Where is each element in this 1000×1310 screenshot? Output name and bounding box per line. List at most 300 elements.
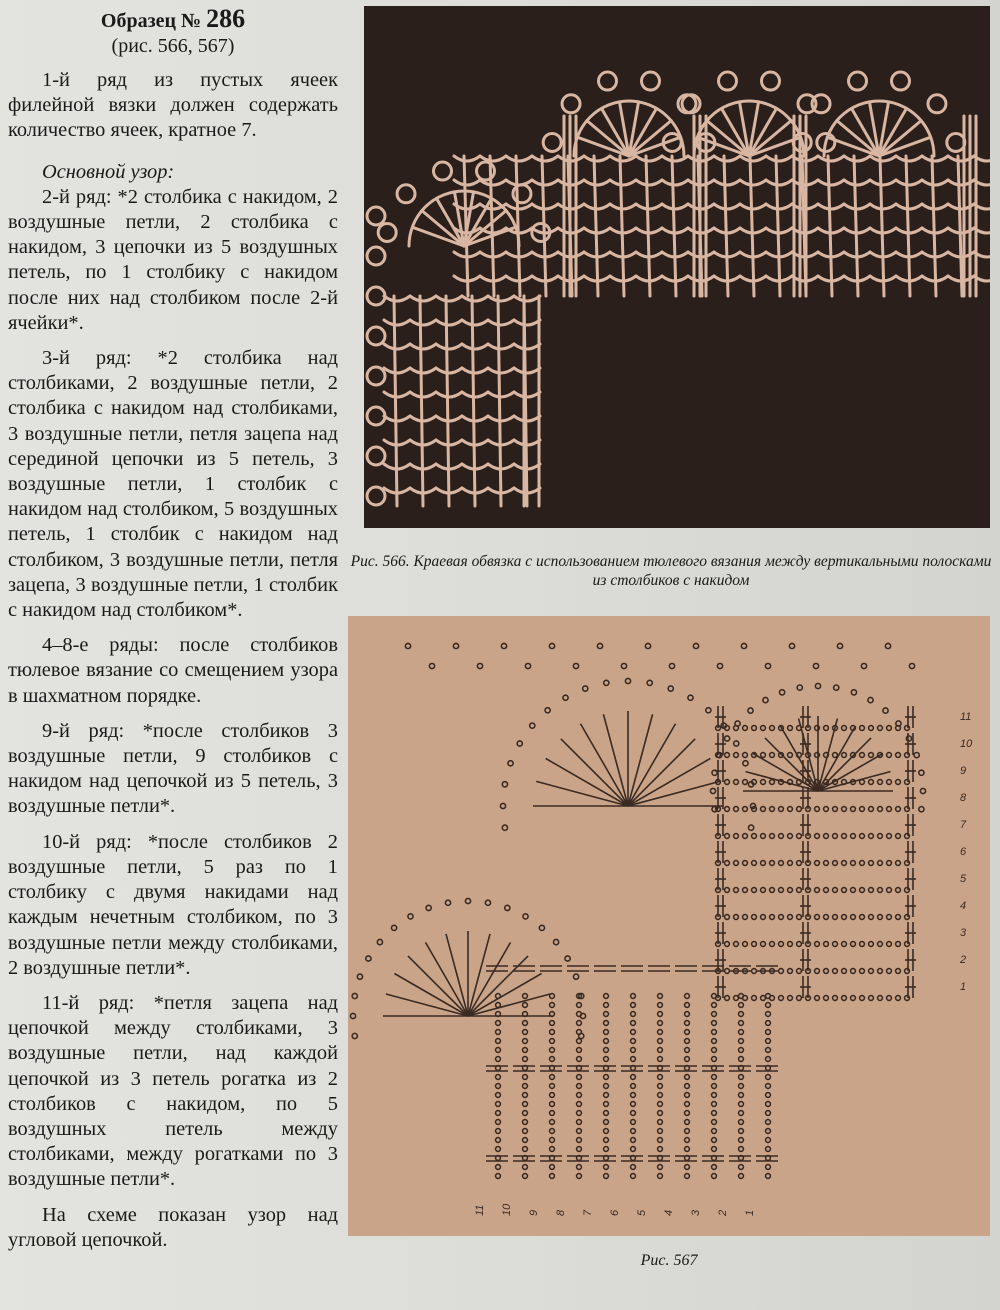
chain-dot: [815, 807, 820, 812]
lace-mesh-row: [384, 320, 540, 325]
chain-dot: [869, 942, 874, 947]
chain-dot: [887, 888, 892, 893]
picot-dot: [477, 663, 482, 668]
chain-dot: [496, 1030, 501, 1035]
lace-mesh-bar: [420, 296, 423, 506]
chain-dot: [815, 969, 820, 974]
chain-dot: [631, 1111, 636, 1116]
picot-dot: [868, 697, 873, 702]
chain-dot: [631, 1057, 636, 1062]
chain-dot: [685, 1021, 690, 1026]
lace-picot: [397, 185, 415, 203]
picot-dot: [706, 708, 711, 713]
picot-dot: [748, 708, 753, 713]
chain-dot: [577, 1120, 582, 1125]
lace-mesh-row: [384, 416, 540, 421]
picot-dot: [735, 721, 740, 726]
chain-dot: [550, 1165, 555, 1170]
chain-dot: [869, 834, 874, 839]
chain-dot: [550, 994, 555, 999]
chain-dot: [842, 753, 847, 758]
picot-dot: [797, 685, 802, 690]
chain-dot: [523, 1048, 528, 1053]
lace-mesh-bar: [446, 296, 449, 506]
chain-dot: [860, 996, 865, 1001]
lace-picot: [891, 72, 909, 90]
lace-mesh-bar: [906, 156, 910, 296]
chain-dot: [824, 834, 829, 839]
chain-dot: [496, 1084, 501, 1089]
chain-dot: [770, 915, 775, 920]
chain-dot: [631, 1030, 636, 1035]
chain-dot: [766, 1174, 771, 1179]
chain-dot: [712, 1075, 717, 1080]
picot-dot: [465, 898, 470, 903]
chain-dot: [712, 1147, 717, 1152]
chain-dot: [797, 942, 802, 947]
row-label: 7: [582, 1209, 594, 1216]
chain-dot: [523, 1039, 528, 1044]
lace-picot: [378, 223, 396, 241]
chain-dot: [770, 834, 775, 839]
row-label: 10: [501, 1203, 513, 1216]
chain-dot: [604, 1129, 609, 1134]
crochet-chart-image: [348, 616, 990, 1236]
chain-dot: [725, 888, 730, 893]
chain-dot: [824, 942, 829, 947]
chain-dot: [496, 1147, 501, 1152]
chain-dot: [761, 915, 766, 920]
chain-dot: [752, 915, 757, 920]
lace-mesh-row: [384, 368, 540, 373]
chain-dot: [743, 888, 748, 893]
chain-dot: [496, 1093, 501, 1098]
picot-dot: [712, 807, 717, 812]
chain-dot: [550, 1039, 555, 1044]
chain-dot: [496, 1165, 501, 1170]
chain-dot: [797, 861, 802, 866]
picot-dot: [693, 643, 698, 648]
chain-dot: [869, 726, 874, 731]
chain-dot: [712, 1093, 717, 1098]
chain-dot: [577, 1102, 582, 1107]
chain-dot: [779, 996, 784, 1001]
outro-paragraph: На схеме показан узор над угловой цепочкой.: [8, 1203, 338, 1251]
chain-dot: [734, 753, 739, 758]
chain-dot: [631, 1084, 636, 1089]
chain-dot: [766, 1075, 771, 1080]
chain-dot: [604, 1111, 609, 1116]
chain-dot: [896, 942, 901, 947]
lace-mesh-bar: [394, 296, 397, 506]
chain-dot: [788, 807, 793, 812]
picot-dot: [896, 721, 901, 726]
chain-dot: [734, 915, 739, 920]
chain-dot: [496, 1102, 501, 1107]
chain-dot: [739, 1075, 744, 1080]
picot-dot: [710, 788, 715, 793]
picot-dot: [505, 905, 510, 910]
chain-dot: [658, 1174, 663, 1179]
row-label: 5: [636, 1209, 648, 1216]
chain-dot: [577, 1174, 582, 1179]
chain-dot: [685, 1102, 690, 1107]
chain-dot: [887, 915, 892, 920]
fan-stitch: [603, 714, 628, 806]
lace-picot: [761, 72, 779, 90]
chain-dot: [770, 861, 775, 866]
row-label: 1: [960, 981, 967, 993]
chain-dot: [851, 969, 856, 974]
crochet-chart: [348, 616, 990, 1236]
chain-dot: [833, 969, 838, 974]
chain-dot: [752, 888, 757, 893]
chain-dot: [860, 726, 865, 731]
chain-dot: [815, 915, 820, 920]
chain-dot: [550, 1084, 555, 1089]
picot-dot: [565, 956, 570, 961]
fan-stitch: [628, 714, 653, 806]
picot-dot: [914, 752, 919, 757]
figure-reference: (рис. 566, 567): [111, 35, 235, 57]
picot-dot: [377, 939, 382, 944]
chain-dot: [779, 861, 784, 866]
lace-picot: [367, 327, 385, 345]
chain-dot: [658, 1120, 663, 1125]
chain-dot: [604, 1165, 609, 1170]
pattern-heading: Основной узор:: [42, 160, 175, 183]
chain-dot: [752, 861, 757, 866]
chain-dot: [860, 888, 865, 893]
row-label: 8: [960, 792, 967, 804]
chain-dot: [766, 1084, 771, 1089]
row-label: 2: [960, 954, 967, 966]
picot-dot: [502, 782, 507, 787]
chain-dot: [725, 780, 730, 785]
chain-dot: [604, 1102, 609, 1107]
chain-dot: [685, 1165, 690, 1170]
chain-dot: [631, 1174, 636, 1179]
chain-dot: [523, 1138, 528, 1143]
lace-mesh-bar: [594, 156, 598, 296]
chain-dot: [496, 1039, 501, 1044]
lace-mesh-bar: [724, 156, 728, 296]
chain-dot: [878, 969, 883, 974]
picot-dot: [580, 1013, 585, 1018]
chain-dot: [496, 1048, 501, 1053]
picot-dot: [573, 974, 578, 979]
chain-dot: [878, 888, 883, 893]
chain-dot: [685, 1138, 690, 1143]
text-column: [8, 6, 338, 1253]
chain-dot: [496, 1111, 501, 1116]
chain-dot: [761, 780, 766, 785]
picot-dot: [500, 803, 505, 808]
chain-dot: [496, 1075, 501, 1080]
chain-dot: [685, 1030, 690, 1035]
chain-dot: [739, 1174, 744, 1179]
picot-dot: [743, 761, 748, 766]
chain-dot: [743, 861, 748, 866]
chain-dot: [766, 1102, 771, 1107]
chain-dot: [734, 807, 739, 812]
chain-dot: [851, 807, 856, 812]
chain-dot: [878, 834, 883, 839]
picot-dot: [453, 643, 458, 648]
chain-dot: [761, 942, 766, 947]
chain-dot: [743, 780, 748, 785]
chain-dot: [842, 807, 847, 812]
lace-picot: [641, 72, 659, 90]
chain-dot: [712, 1165, 717, 1170]
chain-dot: [878, 726, 883, 731]
chain-dot: [725, 996, 730, 1001]
chain-dot: [523, 1003, 528, 1008]
picot-dot: [909, 663, 914, 668]
chain-dot: [896, 915, 901, 920]
chain-dot: [550, 1138, 555, 1143]
chain-dot: [550, 1021, 555, 1026]
chain-dot: [658, 1084, 663, 1089]
figure-567-caption: Рис. 567: [640, 1252, 698, 1269]
chain-dot: [685, 1093, 690, 1098]
chain-dot: [577, 1057, 582, 1062]
picot-dot: [539, 925, 544, 930]
chain-dot: [658, 1111, 663, 1116]
chain-dot: [658, 1039, 663, 1044]
chain-dot: [739, 1165, 744, 1170]
chain-dot: [658, 1012, 663, 1017]
chain-dot: [685, 1129, 690, 1134]
chain-dot: [604, 1030, 609, 1035]
chain-dot: [658, 994, 663, 999]
chain-dot: [752, 726, 757, 731]
row-label: 6: [609, 1209, 621, 1216]
chain-dot: [761, 996, 766, 1001]
chain-dot: [896, 753, 901, 758]
chain-dot: [734, 996, 739, 1001]
picot-dot: [621, 663, 626, 668]
lace-picot: [367, 247, 385, 265]
chain-dot: [896, 834, 901, 839]
chain-dot: [631, 1048, 636, 1053]
chain-dot: [788, 888, 793, 893]
chain-dot: [712, 1003, 717, 1008]
chain-dot: [887, 807, 892, 812]
picot-dot: [625, 678, 630, 683]
chain-dot: [739, 1129, 744, 1134]
chain-dot: [743, 807, 748, 812]
chain-dot: [761, 834, 766, 839]
row-label: 2: [717, 1209, 729, 1216]
chain-dot: [739, 1111, 744, 1116]
chain-dot: [824, 996, 829, 1001]
picot-dot: [405, 643, 410, 648]
chain-dot: [860, 969, 865, 974]
chain-dot: [766, 1165, 771, 1170]
row-instruction: 10-й ряд: *после столбиков 2 воздушные петли, 5 раз по 1 столбику с двумя накидами над каждым нечетным столбиком, по 3 воздушные петли между столбиками, 2 воздушные петли*.: [8, 830, 338, 979]
picot-dot: [517, 741, 522, 746]
picot-dot: [357, 974, 362, 979]
picot-dot: [350, 1013, 355, 1018]
chain-dot: [797, 888, 802, 893]
chain-dot: [604, 1003, 609, 1008]
row-label: 7: [960, 819, 967, 831]
title-number: 286: [206, 4, 246, 33]
chain-dot: [739, 1093, 744, 1098]
chain-dot: [766, 1111, 771, 1116]
chain-dot: [779, 969, 784, 974]
chain-dot: [878, 942, 883, 947]
chain-dot: [577, 1138, 582, 1143]
lace-picot: [367, 487, 385, 505]
row-label: 10: [960, 738, 973, 750]
lace-mesh-row: [454, 180, 990, 185]
chain-dot: [685, 1039, 690, 1044]
chain-dot: [550, 1075, 555, 1080]
lace-mesh-bar: [828, 156, 832, 296]
chain-dot: [725, 834, 730, 839]
lace-picot: [434, 162, 452, 180]
picot-dot: [712, 770, 717, 775]
chain-dot: [604, 1147, 609, 1152]
lace-photo-image: [364, 6, 990, 528]
chain-dot: [685, 994, 690, 999]
chain-dot: [523, 1102, 528, 1107]
chain-dot: [658, 1075, 663, 1080]
chain-dot: [766, 1012, 771, 1017]
chain-dot: [496, 1120, 501, 1125]
picot-dot: [815, 683, 820, 688]
picot-dot: [919, 807, 924, 812]
chain-dot: [788, 915, 793, 920]
picot-dot: [604, 680, 609, 685]
lace-mesh-row: [384, 392, 540, 397]
chain-dot: [869, 807, 874, 812]
picot-dot: [851, 690, 856, 695]
chain-dot: [797, 996, 802, 1001]
picot-dot: [885, 643, 890, 648]
chain-dot: [550, 1174, 555, 1179]
picot-dot: [525, 663, 530, 668]
chain-dot: [734, 834, 739, 839]
lace-mesh-bar: [854, 156, 858, 296]
chain-dot: [770, 807, 775, 812]
chain-dot: [788, 753, 793, 758]
chain-dot: [766, 1021, 771, 1026]
chain-dot: [766, 1138, 771, 1143]
chain-dot: [815, 942, 820, 947]
chain-dot: [631, 1147, 636, 1152]
chain-dot: [752, 834, 757, 839]
chain-dot: [604, 1021, 609, 1026]
picot-dot: [352, 993, 357, 998]
chain-dot: [743, 834, 748, 839]
lace-mesh-row: [384, 440, 540, 445]
chain-dot: [739, 1039, 744, 1044]
chain-dot: [523, 1120, 528, 1125]
chain-dot: [766, 1120, 771, 1125]
chain-dot: [658, 1021, 663, 1026]
chain-dot: [752, 942, 757, 947]
chain-dot: [631, 1039, 636, 1044]
chain-dot: [631, 1129, 636, 1134]
chain-dot: [685, 1003, 690, 1008]
lace-picot: [928, 95, 946, 113]
chain-dot: [631, 1093, 636, 1098]
chain-dot: [739, 1048, 744, 1053]
figure-566-caption: Рис. 566. Краевая обвязка с использованием тюлевого вязания между вертикальными полосками из столбиков с накидом: [350, 553, 992, 589]
chain-dot: [878, 780, 883, 785]
lace-mesh-row: [384, 344, 540, 349]
chain-dot: [766, 1129, 771, 1134]
picot-dot: [668, 686, 673, 691]
lace-threads: [367, 72, 990, 506]
lace-picot: [367, 207, 385, 225]
picot-dot: [763, 697, 768, 702]
fan-stitch: [536, 781, 628, 806]
lace-mesh-bar: [932, 156, 936, 296]
chain-dot: [604, 1174, 609, 1179]
chain-dot: [685, 1147, 690, 1152]
chain-dot: [779, 888, 784, 893]
chain-dot: [550, 1057, 555, 1062]
chain-dot: [577, 1084, 582, 1089]
row-label: 9: [960, 765, 967, 777]
chain-dot: [577, 1003, 582, 1008]
chain-dot: [887, 780, 892, 785]
picot-dot: [549, 643, 554, 648]
lace-mesh-row: [384, 464, 540, 469]
chain-dot: [523, 1129, 528, 1134]
picot-dot: [906, 736, 911, 741]
chain-dot: [712, 1129, 717, 1134]
row-instruction: 4–8-е ряды: после столбиков тюлевое вязание со смещением узора в шахматном порядке.: [8, 634, 338, 707]
chain-dot: [523, 1147, 528, 1152]
chain-dot: [523, 1093, 528, 1098]
chain-dot: [896, 807, 901, 812]
chain-dot: [577, 1111, 582, 1116]
picot-dot: [597, 643, 602, 648]
chain-dot: [851, 834, 856, 839]
chain-dot: [761, 888, 766, 893]
chain-dot: [770, 753, 775, 758]
chain-dot: [739, 1003, 744, 1008]
chain-dot: [712, 994, 717, 999]
chain-dot: [712, 1084, 717, 1089]
chain-dot: [685, 1012, 690, 1017]
chain-dot: [797, 807, 802, 812]
lace-mesh-bar: [672, 156, 676, 296]
chain-dot: [833, 942, 838, 947]
picot-dot: [501, 643, 506, 648]
fan-stitch: [468, 934, 490, 1016]
row-label: 8: [555, 1209, 567, 1216]
chain-dot: [824, 726, 829, 731]
chain-dot: [869, 861, 874, 866]
chain-dot: [523, 994, 528, 999]
chain-dot: [833, 753, 838, 758]
chain-dot: [761, 753, 766, 758]
picot-dot: [779, 690, 784, 695]
chain-dot: [658, 1102, 663, 1107]
picot-dot: [502, 825, 507, 830]
chain-dot: [725, 807, 730, 812]
chain-dot: [878, 807, 883, 812]
chain-dot: [761, 807, 766, 812]
chain-dot: [824, 969, 829, 974]
chain-dot: [842, 996, 847, 1001]
